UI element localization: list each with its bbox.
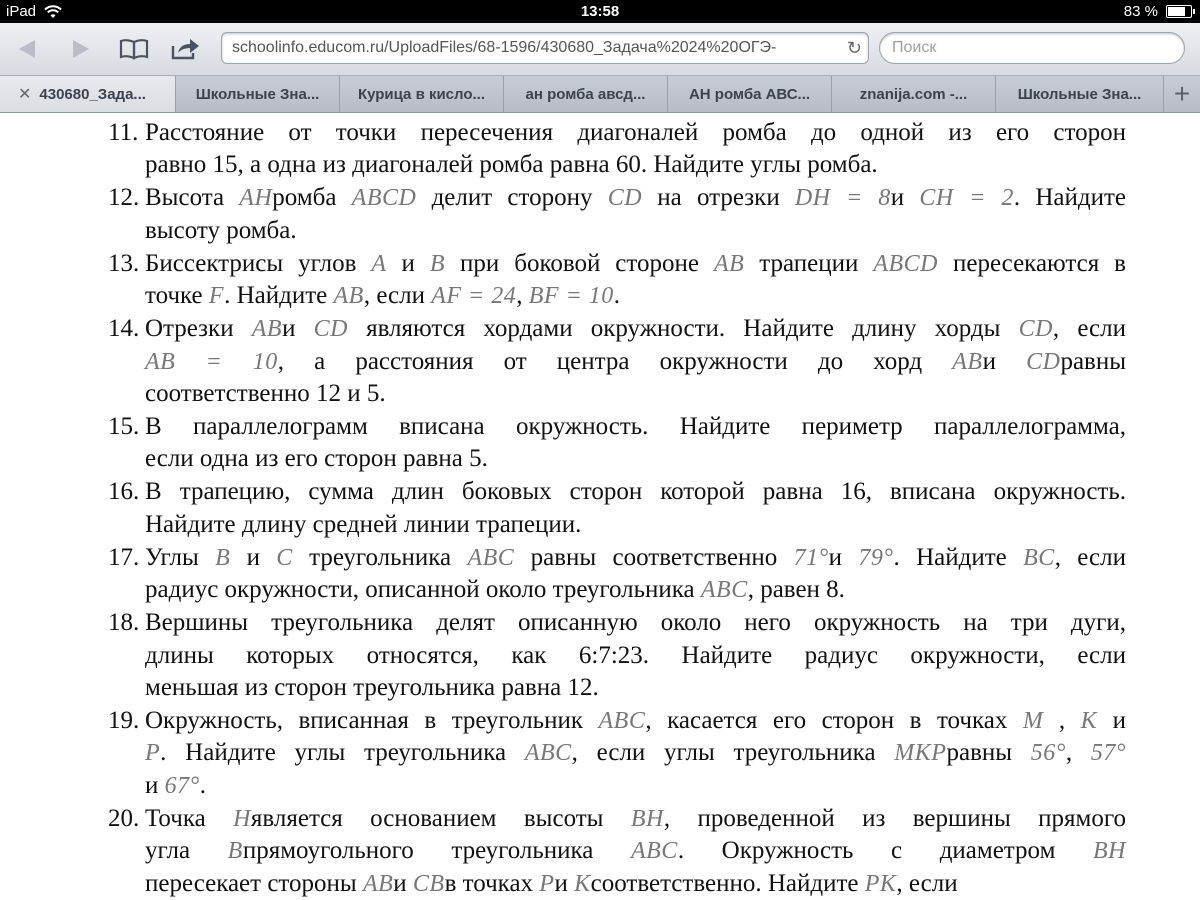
problem-item — [108, 705, 1126, 802]
bookmarks-button[interactable] — [118, 36, 150, 62]
search-input[interactable] — [879, 32, 1185, 64]
tab-4[interactable] — [504, 76, 668, 112]
problem-text-line: меньшая из сторон треугольника равна 12. — [145, 674, 599, 701]
problem-text-line: В параллелограмм вписана окружность. Найдите периметр параллелограмма, — [145, 413, 1126, 440]
problem-text-line: Найдите длину средней линии трапеции. — [145, 510, 582, 538]
problem-item — [108, 607, 1126, 704]
problem-text-line: Окружность, вписанная в треугольник ABC, касается его сторон в точках M , K и — [145, 707, 1126, 734]
math-expression: AB — [333, 283, 364, 310]
search-placeholder: Поиск — [892, 39, 937, 56]
reload-icon[interactable]: ↻ — [844, 38, 862, 59]
problem-number: 18. — [108, 609, 140, 637]
share-button[interactable] — [170, 36, 202, 62]
math-expression: MKP — [894, 740, 947, 767]
tab-label: АН ромба АВС... — [688, 85, 811, 103]
forward-arrow-icon — [71, 38, 91, 60]
math-expression: ABC — [598, 708, 646, 734]
math-expression: DH = 8 — [794, 185, 891, 212]
browser-toolbar — [0, 23, 1200, 76]
math-expression: BH — [1093, 838, 1126, 865]
tab-6[interactable] — [832, 76, 996, 112]
math-expression: F — [208, 283, 225, 310]
problem-text-line: В трапецию, сумма длин боковых сторон которой равна 16, вписана окружность. — [145, 478, 1126, 506]
math-expression: K — [574, 870, 591, 897]
math-expression: M — [1022, 708, 1044, 734]
problem-text-line: если одна из его сторон равна 5. — [145, 445, 488, 473]
math-expression: ABCD — [873, 250, 939, 277]
math-expression: 67° — [164, 772, 200, 799]
battery-percent: 83 % — [1123, 3, 1158, 20]
math-expression: CD — [1018, 316, 1053, 343]
math-expression: BH — [630, 805, 664, 832]
math-expression: AB — [362, 870, 394, 897]
problem-number: 11. — [108, 119, 139, 146]
math-expression: ABC — [630, 838, 678, 865]
status-bar — [0, 0, 1200, 23]
book-icon — [118, 36, 150, 62]
problem-item — [108, 803, 1126, 900]
math-expression: A — [371, 250, 387, 277]
problem-item — [108, 117, 1126, 182]
tab-7[interactable] — [996, 76, 1164, 112]
problem-text-line: радиус окружности, описанной около треугольника ABC, равен 8. — [145, 576, 845, 604]
math-expression: BF = 10 — [528, 283, 614, 310]
problem-number: 14. — [108, 315, 140, 343]
math-expression: ABC — [524, 740, 572, 767]
math-expression: AB = 10 — [145, 348, 278, 375]
math-expression: CB — [412, 870, 445, 897]
problem-text-line: Высота AHромба ABCD делит сторону CD на отрезки DH = 8и CH = 2. Найдите — [145, 184, 1126, 212]
math-expression: K — [1080, 708, 1098, 734]
problem-text-line: равно 15, а одна из диагоналей ромба равна 60. Найдите углы ромба. — [145, 151, 878, 179]
tab-3[interactable] — [340, 76, 504, 112]
battery-icon — [1166, 5, 1192, 18]
tab-label: Школьные Зна... — [195, 85, 320, 103]
math-expression: PK — [864, 870, 897, 897]
back-button[interactable] — [14, 36, 40, 62]
plus-icon: + — [1173, 78, 1191, 109]
math-expression: CD — [1026, 348, 1061, 375]
problem-text-line: Вершины треугольника делят описанную около него окружность на три дуги, — [145, 609, 1126, 637]
battery-level — [1168, 7, 1185, 16]
problem-text-line: высоту ромба. — [145, 216, 297, 244]
problem-text-line: Биссектрисы углов A и B при боковой стороне AB трапеции ABCD пересекаются в — [145, 249, 1126, 277]
math-expression: 79° — [858, 544, 894, 571]
tab-label: Школьные Зна... — [1017, 85, 1142, 103]
math-expression: BC — [1023, 544, 1055, 571]
device-name: iPad — [6, 3, 37, 20]
share-icon — [170, 36, 202, 62]
problem-item — [108, 182, 1126, 247]
math-expression: AB — [713, 250, 745, 277]
math-expression: C — [276, 544, 293, 571]
problem-text-line: Точка Hявляется основанием высоты BH, проведенной из вершины прямого — [145, 804, 1126, 832]
math-expression: P — [145, 740, 161, 767]
problem-number: 17. — [108, 543, 140, 571]
math-expression: 56° — [1030, 740, 1066, 767]
address-bar[interactable] — [221, 32, 869, 64]
url-text: schoolinfo.educom.ru/UploadFiles/68-1596/430680_Задача%2024%20ОГЭ- — [232, 39, 777, 56]
math-expression: 71° — [793, 544, 829, 571]
math-expression: ABC — [467, 544, 515, 571]
document-content — [0, 112, 1200, 900]
problem-text-line: Углы B и C треугольника ABC равны соответственно 71°и 79°. Найдите BC, если — [145, 543, 1126, 571]
problem-text-line: точке F. Найдите AB, если AF = 24, BF = 10. — [145, 282, 621, 310]
tab-bar — [0, 76, 1200, 113]
problem-text-line: угла Bпрямоугольного треугольника ABC. Окружность с диаметром BH — [145, 837, 1126, 865]
math-expression: ABCD — [351, 185, 417, 212]
problem-number: 12. — [108, 184, 140, 212]
problem-text-line: длины которых относятся, как 6:7:23. Найдите радиус окружности, если — [145, 641, 1126, 669]
problem-text-line: Расстояние от точки пересечения диагоналей ромба до одной из его сторон — [145, 119, 1126, 146]
math-expression: AB — [952, 348, 983, 375]
problem-item — [108, 542, 1126, 607]
math-expression: AF = 24 — [431, 283, 517, 310]
problem-item — [108, 248, 1126, 313]
tab-5[interactable] — [668, 76, 832, 112]
problem-item — [108, 476, 1126, 541]
problem-text-line: соответственно 12 и 5. — [145, 380, 386, 407]
math-expression: CD — [607, 185, 643, 212]
tab-label: Курица в кисло... — [357, 85, 486, 103]
math-expression: H — [233, 805, 251, 832]
math-expression: B — [429, 250, 446, 277]
forward-button[interactable] — [68, 36, 94, 62]
math-expression: AB — [251, 316, 283, 343]
clock: 13:58 — [580, 3, 620, 20]
math-expression: CD — [313, 316, 348, 343]
math-expression: 57° — [1090, 740, 1127, 767]
math-expression: ABC — [700, 577, 748, 604]
back-arrow-icon — [17, 38, 37, 60]
problem-number: 19. — [108, 707, 140, 734]
problem-text-line: Отрезки ABи CD являются хордами окружности. Найдите длину хорды CD, если — [145, 315, 1126, 343]
math-expression: B — [215, 544, 231, 571]
new-tab-button[interactable] — [1164, 76, 1200, 112]
problem-number: 20. — [108, 804, 140, 832]
problem-text-line: пересекает стороны ABи CBв точках Pи Kсоответственно. Найдите PK, если — [145, 869, 958, 897]
tab-label: znanija.com -... — [859, 85, 968, 103]
problem-text-line: и 67°. — [145, 771, 206, 799]
math-expression: P — [539, 870, 555, 897]
math-expression: CH = 2 — [919, 185, 1014, 212]
problem-number: 16. — [108, 478, 140, 506]
math-expression: B — [227, 838, 243, 865]
tab-label: ан ромба авсд... — [525, 85, 646, 103]
problem-text-line: AB = 10, а расстояния от центра окружности до хорд ABи CDравны — [145, 347, 1127, 375]
close-tab-icon[interactable]: ✕ — [18, 86, 32, 103]
math-expression: AH — [239, 185, 273, 212]
problem-number: 15. — [108, 413, 140, 440]
tab-1[interactable] — [0, 76, 176, 112]
tab-2[interactable] — [176, 76, 340, 112]
problem-number: 13. — [108, 249, 140, 277]
tab-label: 430680_Зада... — [39, 85, 146, 103]
problem-text-line: P. Найдите углы треугольника ABC, если углы треугольника MKPравны 56°, 57° — [145, 739, 1127, 767]
problem-item — [108, 411, 1126, 476]
problem-item — [108, 313, 1126, 410]
